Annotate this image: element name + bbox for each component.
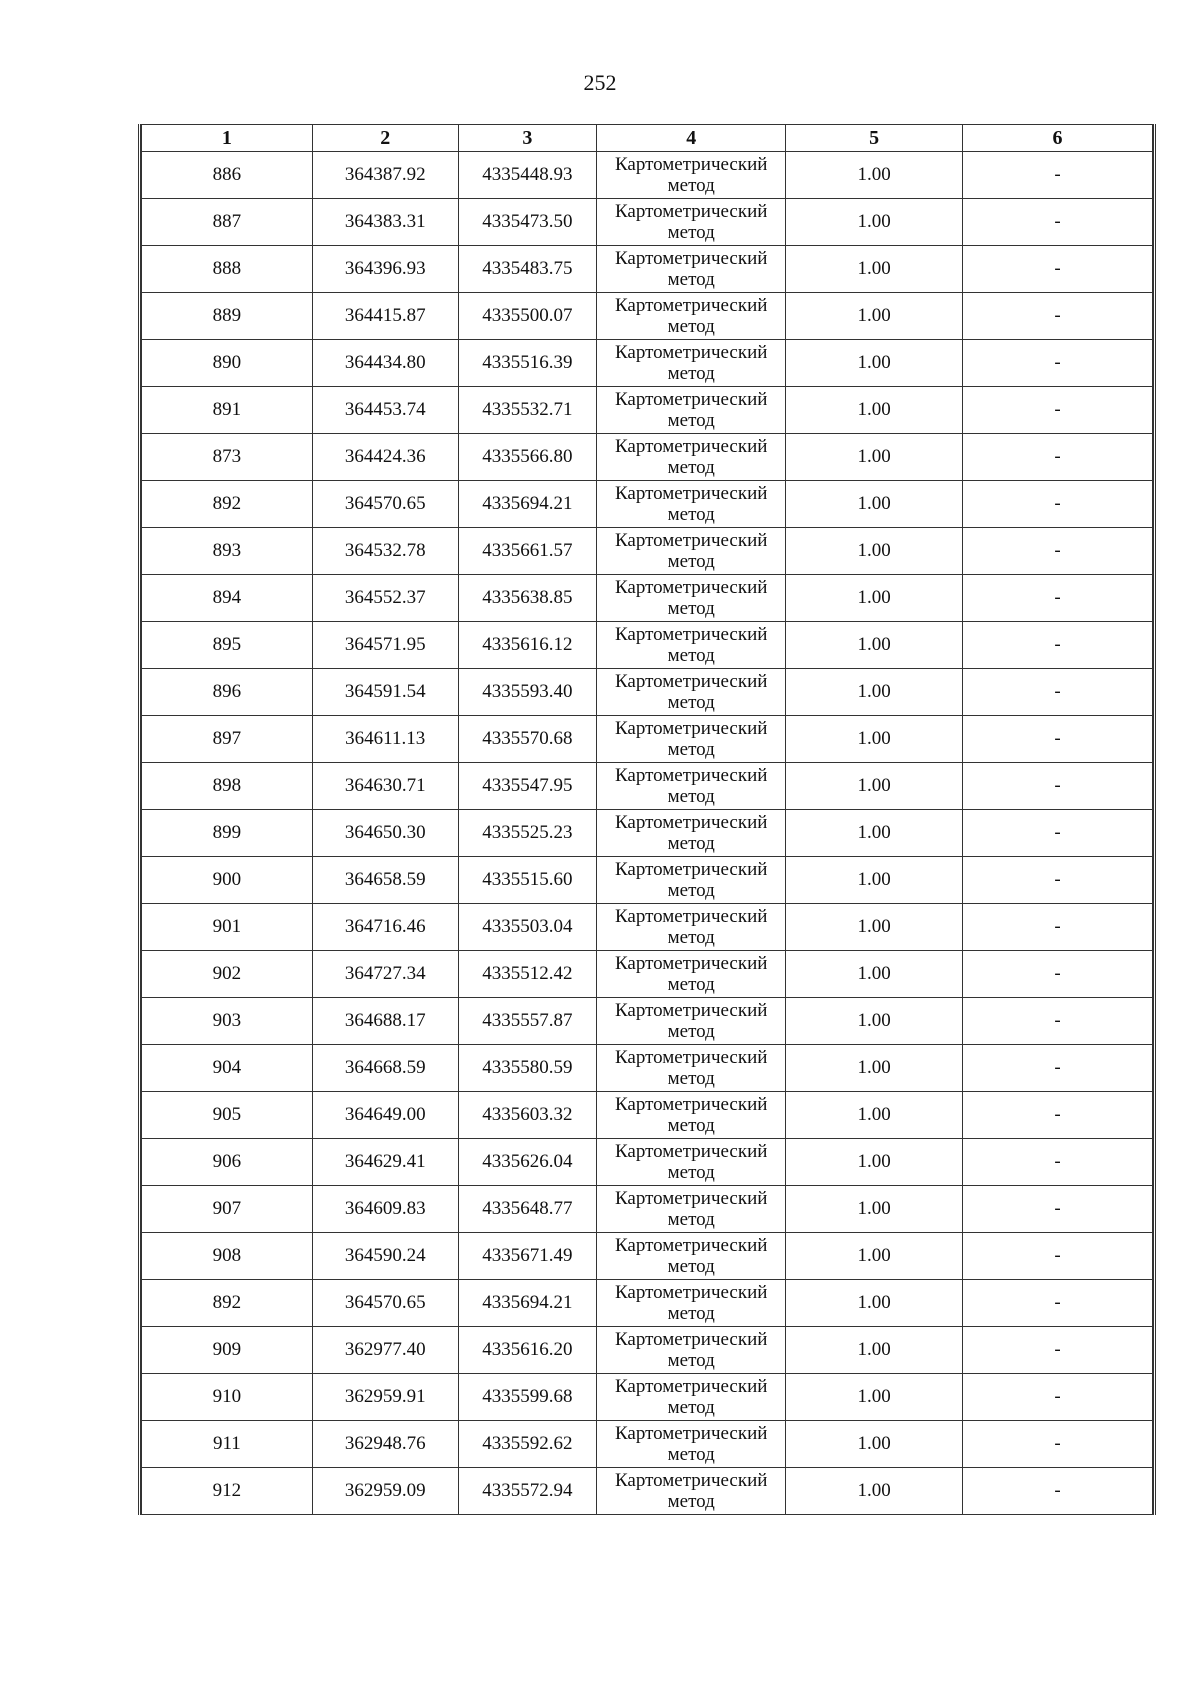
accuracy-cell: 1.00 — [786, 1139, 963, 1186]
method-cell — [597, 1092, 786, 1139]
table-row — [142, 951, 1153, 998]
point-number-cell: 873 — [142, 434, 313, 481]
x-coordinate-cell: 364609.83 — [312, 1186, 458, 1233]
table-row — [142, 481, 1153, 528]
method-line-1: Картометрический — [614, 1141, 768, 1162]
x-coordinate-cell: 364658.59 — [312, 857, 458, 904]
method-cell — [597, 1233, 786, 1280]
method-cell — [597, 1468, 786, 1515]
method-cell — [597, 575, 786, 622]
note-cell: - — [963, 716, 1153, 763]
x-coordinate-cell: 364453.74 — [312, 387, 458, 434]
accuracy-cell: 1.00 — [786, 622, 963, 669]
point-number-cell: 892 — [142, 1280, 313, 1327]
note-cell: - — [963, 481, 1153, 528]
column-header-1: 1 — [142, 125, 313, 152]
table-row — [142, 1045, 1153, 1092]
method-line-2: метод — [667, 410, 715, 431]
method-line-2: метод — [667, 927, 715, 948]
y-coordinate-cell: 4335694.21 — [458, 1280, 597, 1327]
method-line-1: Картометрический — [614, 1470, 768, 1491]
point-number-cell: 894 — [142, 575, 313, 622]
x-coordinate-cell: 364570.65 — [312, 481, 458, 528]
method-line-1: Картометрический — [614, 1329, 768, 1350]
accuracy-cell: 1.00 — [786, 1327, 963, 1374]
method-line-1: Картометрический — [614, 1047, 768, 1068]
method-line-1: Картометрический — [614, 342, 768, 363]
table-row — [142, 1139, 1153, 1186]
x-coordinate-cell: 364650.30 — [312, 810, 458, 857]
method-cell — [597, 1421, 786, 1468]
method-cell — [597, 669, 786, 716]
note-cell: - — [963, 1421, 1153, 1468]
method-line-1: Картометрический — [614, 1188, 768, 1209]
y-coordinate-cell: 4335648.77 — [458, 1186, 597, 1233]
method-line-2: метод — [667, 1397, 715, 1418]
y-coordinate-cell: 4335638.85 — [458, 575, 597, 622]
accuracy-cell: 1.00 — [786, 1421, 963, 1468]
y-coordinate-cell: 4335515.60 — [458, 857, 597, 904]
table-body — [142, 152, 1153, 1515]
point-number-cell: 911 — [142, 1421, 313, 1468]
y-coordinate-cell: 4335516.39 — [458, 340, 597, 387]
y-coordinate-cell: 4335532.71 — [458, 387, 597, 434]
note-cell: - — [963, 1374, 1153, 1421]
method-line-2: метод — [667, 269, 715, 290]
method-cell — [597, 810, 786, 857]
accuracy-cell: 1.00 — [786, 1186, 963, 1233]
y-coordinate-cell: 4335512.42 — [458, 951, 597, 998]
table-row — [142, 293, 1153, 340]
table-row — [142, 246, 1153, 293]
point-number-cell: 904 — [142, 1045, 313, 1092]
column-header-2: 2 — [312, 125, 458, 152]
y-coordinate-cell: 4335572.94 — [458, 1468, 597, 1515]
method-cell — [597, 1327, 786, 1374]
x-coordinate-cell: 364570.65 — [312, 1280, 458, 1327]
point-number-cell: 895 — [142, 622, 313, 669]
y-coordinate-cell: 4335503.04 — [458, 904, 597, 951]
method-line-1: Картометрический — [614, 248, 768, 269]
note-cell: - — [963, 1045, 1153, 1092]
method-line-2: метод — [667, 1209, 715, 1230]
y-coordinate-cell: 4335593.40 — [458, 669, 597, 716]
note-cell: - — [963, 246, 1153, 293]
point-number-cell: 912 — [142, 1468, 313, 1515]
table-row — [142, 575, 1153, 622]
point-number-cell: 886 — [142, 152, 313, 199]
method-cell — [597, 481, 786, 528]
y-coordinate-cell: 4335626.04 — [458, 1139, 597, 1186]
x-coordinate-cell: 364727.34 — [312, 951, 458, 998]
method-line-1: Картометрический — [614, 154, 768, 175]
method-line-2: метод — [667, 222, 715, 243]
method-line-2: метод — [667, 974, 715, 995]
y-coordinate-cell: 4335592.62 — [458, 1421, 597, 1468]
point-number-cell: 890 — [142, 340, 313, 387]
note-cell: - — [963, 1280, 1153, 1327]
method-cell — [597, 528, 786, 575]
method-line-2: метод — [667, 363, 715, 384]
method-cell — [597, 622, 786, 669]
method-cell — [597, 1186, 786, 1233]
y-coordinate-cell: 4335603.32 — [458, 1092, 597, 1139]
table-row — [142, 669, 1153, 716]
y-coordinate-cell: 4335616.20 — [458, 1327, 597, 1374]
y-coordinate-cell: 4335580.59 — [458, 1045, 597, 1092]
note-cell: - — [963, 575, 1153, 622]
point-number-cell: 893 — [142, 528, 313, 575]
table-row — [142, 857, 1153, 904]
y-coordinate-cell: 4335566.80 — [458, 434, 597, 481]
note-cell: - — [963, 622, 1153, 669]
note-cell: - — [963, 669, 1153, 716]
x-coordinate-cell: 362948.76 — [312, 1421, 458, 1468]
x-coordinate-cell: 364424.36 — [312, 434, 458, 481]
point-number-cell: 900 — [142, 857, 313, 904]
point-number-cell: 887 — [142, 199, 313, 246]
point-number-cell: 909 — [142, 1327, 313, 1374]
method-cell — [597, 716, 786, 763]
point-number-cell: 891 — [142, 387, 313, 434]
method-line-1: Картометрический — [614, 295, 768, 316]
method-line-2: метод — [667, 739, 715, 760]
method-cell — [597, 1139, 786, 1186]
method-line-2: метод — [667, 598, 715, 619]
column-header-4: 4 — [597, 125, 786, 152]
note-cell: - — [963, 1139, 1153, 1186]
x-coordinate-cell: 364434.80 — [312, 340, 458, 387]
table-row — [142, 528, 1153, 575]
note-cell: - — [963, 810, 1153, 857]
method-line-1: Картометрический — [614, 201, 768, 222]
note-cell: - — [963, 199, 1153, 246]
note-cell: - — [963, 904, 1153, 951]
point-number-cell: 910 — [142, 1374, 313, 1421]
note-cell: - — [963, 1468, 1153, 1515]
method-line-2: метод — [667, 833, 715, 854]
method-line-1: Картометрический — [614, 1094, 768, 1115]
point-number-cell: 901 — [142, 904, 313, 951]
note-cell: - — [963, 152, 1153, 199]
table-row — [142, 152, 1153, 199]
table-row — [142, 1092, 1153, 1139]
x-coordinate-cell: 364591.54 — [312, 669, 458, 716]
method-cell — [597, 387, 786, 434]
table-row — [142, 1233, 1153, 1280]
method-cell — [597, 763, 786, 810]
method-line-2: метод — [667, 1021, 715, 1042]
x-coordinate-cell: 364688.17 — [312, 998, 458, 1045]
method-cell — [597, 857, 786, 904]
accuracy-cell: 1.00 — [786, 199, 963, 246]
table-row — [142, 199, 1153, 246]
note-cell: - — [963, 1186, 1153, 1233]
method-cell — [597, 340, 786, 387]
note-cell: - — [963, 340, 1153, 387]
table-row — [142, 434, 1153, 481]
method-line-2: метод — [667, 1444, 715, 1465]
method-line-2: метод — [667, 1303, 715, 1324]
point-number-cell: 892 — [142, 481, 313, 528]
method-cell — [597, 1374, 786, 1421]
x-coordinate-cell: 364532.78 — [312, 528, 458, 575]
method-line-1: Картометрический — [614, 483, 768, 504]
table-header-row — [142, 125, 1153, 152]
method-line-2: метод — [667, 1115, 715, 1136]
point-number-cell: 903 — [142, 998, 313, 1045]
x-coordinate-cell: 362977.40 — [312, 1327, 458, 1374]
method-cell — [597, 152, 786, 199]
method-line-2: метод — [667, 1162, 715, 1183]
method-line-2: метод — [667, 504, 715, 525]
point-number-cell: 889 — [142, 293, 313, 340]
table-row — [142, 1327, 1153, 1374]
method-line-1: Картометрический — [614, 812, 768, 833]
y-coordinate-cell: 4335694.21 — [458, 481, 597, 528]
coordinates-table — [141, 124, 1153, 1515]
y-coordinate-cell: 4335661.57 — [458, 528, 597, 575]
method-line-2: метод — [667, 457, 715, 478]
point-number-cell: 907 — [142, 1186, 313, 1233]
method-cell — [597, 1045, 786, 1092]
method-line-2: метод — [667, 551, 715, 572]
y-coordinate-cell: 4335473.50 — [458, 199, 597, 246]
method-cell — [597, 434, 786, 481]
method-line-2: метод — [667, 1350, 715, 1371]
point-number-cell: 908 — [142, 1233, 313, 1280]
method-line-1: Картометрический — [614, 671, 768, 692]
method-line-2: метод — [667, 316, 715, 337]
accuracy-cell: 1.00 — [786, 1233, 963, 1280]
point-number-cell: 896 — [142, 669, 313, 716]
table-row — [142, 387, 1153, 434]
accuracy-cell: 1.00 — [786, 716, 963, 763]
point-number-cell: 899 — [142, 810, 313, 857]
column-header-3: 3 — [458, 125, 597, 152]
point-number-cell: 898 — [142, 763, 313, 810]
accuracy-cell: 1.00 — [786, 1045, 963, 1092]
note-cell: - — [963, 387, 1153, 434]
method-line-2: метод — [667, 175, 715, 196]
method-line-1: Картометрический — [614, 765, 768, 786]
x-coordinate-cell: 362959.91 — [312, 1374, 458, 1421]
method-line-1: Картометрический — [614, 1423, 768, 1444]
note-cell: - — [963, 998, 1153, 1045]
method-cell — [597, 293, 786, 340]
accuracy-cell: 1.00 — [786, 481, 963, 528]
method-line-1: Картометрический — [614, 718, 768, 739]
note-cell: - — [963, 1092, 1153, 1139]
x-coordinate-cell: 364571.95 — [312, 622, 458, 669]
method-line-1: Картометрический — [614, 577, 768, 598]
method-line-2: метод — [667, 880, 715, 901]
method-line-2: метод — [667, 645, 715, 666]
accuracy-cell: 1.00 — [786, 669, 963, 716]
method-line-1: Картометрический — [614, 1235, 768, 1256]
point-number-cell: 897 — [142, 716, 313, 763]
method-line-2: метод — [667, 1256, 715, 1277]
page-number: 252 — [583, 70, 617, 95]
accuracy-cell: 1.00 — [786, 904, 963, 951]
accuracy-cell: 1.00 — [786, 575, 963, 622]
accuracy-cell: 1.00 — [786, 1468, 963, 1515]
table-row — [142, 1186, 1153, 1233]
table-row — [142, 763, 1153, 810]
method-line-1: Картометрический — [614, 530, 768, 551]
x-coordinate-cell: 364611.13 — [312, 716, 458, 763]
y-coordinate-cell: 4335671.49 — [458, 1233, 597, 1280]
x-coordinate-cell: 364629.41 — [312, 1139, 458, 1186]
method-line-1: Картометрический — [614, 906, 768, 927]
accuracy-cell: 1.00 — [786, 763, 963, 810]
table-row — [142, 1421, 1153, 1468]
method-line-2: метод — [667, 1491, 715, 1512]
point-number-cell: 906 — [142, 1139, 313, 1186]
method-cell — [597, 904, 786, 951]
method-line-1: Картометрический — [614, 389, 768, 410]
y-coordinate-cell: 4335547.95 — [458, 763, 597, 810]
note-cell: - — [963, 434, 1153, 481]
accuracy-cell: 1.00 — [786, 1374, 963, 1421]
y-coordinate-cell: 4335599.68 — [458, 1374, 597, 1421]
method-line-1: Картометрический — [614, 1376, 768, 1397]
y-coordinate-cell: 4335557.87 — [458, 998, 597, 1045]
method-line-2: метод — [667, 786, 715, 807]
x-coordinate-cell: 364649.00 — [312, 1092, 458, 1139]
accuracy-cell: 1.00 — [786, 387, 963, 434]
method-line-1: Картометрический — [614, 953, 768, 974]
x-coordinate-cell: 364415.87 — [312, 293, 458, 340]
method-cell — [597, 951, 786, 998]
y-coordinate-cell: 4335500.07 — [458, 293, 597, 340]
method-line-1: Картометрический — [614, 859, 768, 880]
y-coordinate-cell: 4335616.12 — [458, 622, 597, 669]
method-cell — [597, 998, 786, 1045]
y-coordinate-cell: 4335570.68 — [458, 716, 597, 763]
note-cell: - — [963, 293, 1153, 340]
method-line-1: Картометрический — [614, 1000, 768, 1021]
y-coordinate-cell: 4335448.93 — [458, 152, 597, 199]
note-cell: - — [963, 763, 1153, 810]
table-row — [142, 1280, 1153, 1327]
coordinates-table-frame — [138, 124, 1156, 1515]
accuracy-cell: 1.00 — [786, 434, 963, 481]
method-line-1: Картометрический — [614, 1282, 768, 1303]
method-cell — [597, 1280, 786, 1327]
accuracy-cell: 1.00 — [786, 528, 963, 575]
method-line-1: Картометрический — [614, 624, 768, 645]
column-header-6: 6 — [963, 125, 1153, 152]
x-coordinate-cell: 364552.37 — [312, 575, 458, 622]
point-number-cell: 888 — [142, 246, 313, 293]
accuracy-cell: 1.00 — [786, 951, 963, 998]
table-row — [142, 1468, 1153, 1515]
x-coordinate-cell: 364668.59 — [312, 1045, 458, 1092]
x-coordinate-cell: 364716.46 — [312, 904, 458, 951]
y-coordinate-cell: 4335483.75 — [458, 246, 597, 293]
method-line-1: Картометрический — [614, 436, 768, 457]
x-coordinate-cell: 364387.92 — [312, 152, 458, 199]
accuracy-cell: 1.00 — [786, 998, 963, 1045]
accuracy-cell: 1.00 — [786, 246, 963, 293]
accuracy-cell: 1.00 — [786, 152, 963, 199]
x-coordinate-cell: 364396.93 — [312, 246, 458, 293]
accuracy-cell: 1.00 — [786, 810, 963, 857]
table-row — [142, 904, 1153, 951]
table-row — [142, 622, 1153, 669]
accuracy-cell: 1.00 — [786, 340, 963, 387]
x-coordinate-cell: 364590.24 — [312, 1233, 458, 1280]
accuracy-cell: 1.00 — [786, 293, 963, 340]
note-cell: - — [963, 1233, 1153, 1280]
note-cell: - — [963, 1327, 1153, 1374]
table-row — [142, 998, 1153, 1045]
point-number-cell: 905 — [142, 1092, 313, 1139]
method-line-2: метод — [667, 1068, 715, 1089]
table-row — [142, 810, 1153, 857]
table-row — [142, 340, 1153, 387]
accuracy-cell: 1.00 — [786, 1092, 963, 1139]
note-cell: - — [963, 528, 1153, 575]
x-coordinate-cell: 364630.71 — [312, 763, 458, 810]
method-cell — [597, 199, 786, 246]
table-row — [142, 1374, 1153, 1421]
x-coordinate-cell: 364383.31 — [312, 199, 458, 246]
method-cell — [597, 246, 786, 293]
y-coordinate-cell: 4335525.23 — [458, 810, 597, 857]
accuracy-cell: 1.00 — [786, 857, 963, 904]
column-header-5: 5 — [786, 125, 963, 152]
note-cell: - — [963, 857, 1153, 904]
point-number-cell: 902 — [142, 951, 313, 998]
x-coordinate-cell: 362959.09 — [312, 1468, 458, 1515]
table-row — [142, 716, 1153, 763]
note-cell: - — [963, 951, 1153, 998]
accuracy-cell: 1.00 — [786, 1280, 963, 1327]
method-line-2: метод — [667, 692, 715, 713]
